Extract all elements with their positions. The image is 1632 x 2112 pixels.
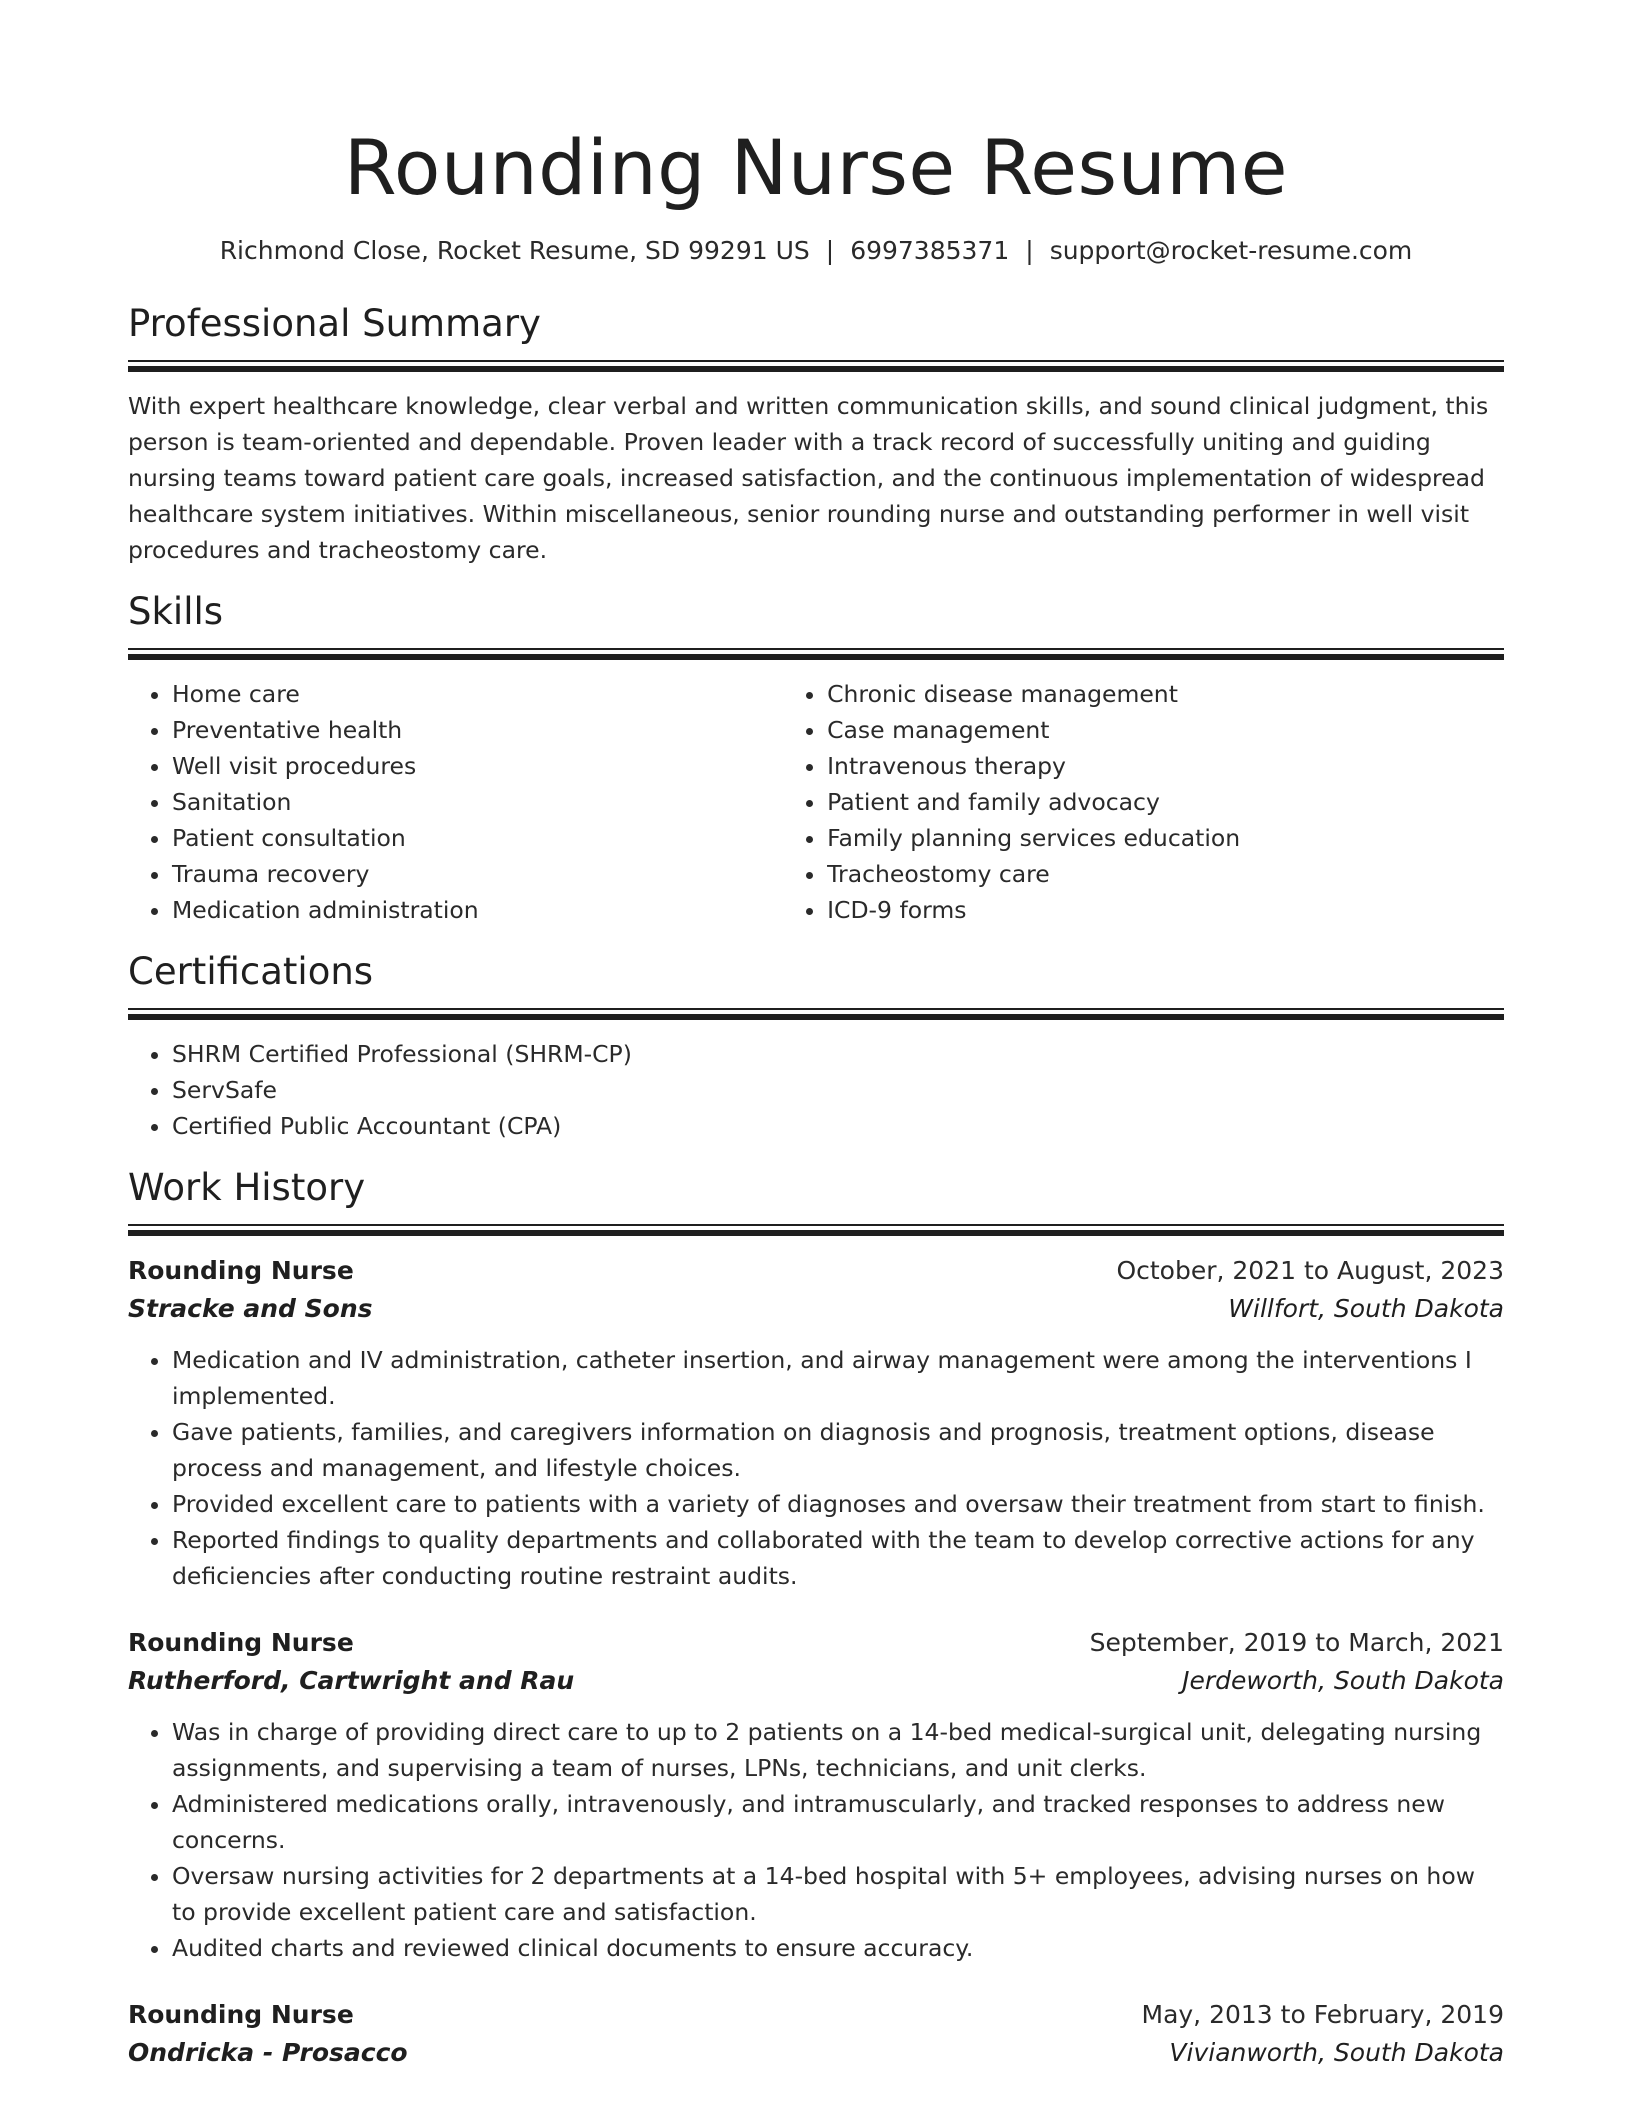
job-location: Jerdeworth, South Dakota [1182, 1666, 1504, 1695]
job-bullet: • Administered medications orally, intravenously, and intramuscularly, and tracked responses to address new concerns. [172, 1786, 1504, 1858]
job-title: Rounding Nurse [128, 2000, 354, 2029]
job-title: Rounding Nurse [128, 1628, 354, 1657]
job-bullet: • Was in charge of providing direct care to up to 2 patients on a 14-bed medical-surgical unit, delegating nursing assignments, and supervising a team of nurses, LPNs, technicians, and unit clerks. [172, 1714, 1504, 1786]
contact-separator: | [825, 236, 835, 265]
job-company: Rutherford, Cartwright and Rau [128, 1666, 575, 1695]
work-history-section [128, 1164, 1504, 2072]
contact-separator: | [1025, 236, 1034, 265]
contact-line [128, 234, 1504, 268]
contact-email: support@rocket-resume.com [1049, 236, 1413, 265]
job-header [128, 1252, 1504, 1290]
skill-item: • Case management [827, 712, 1504, 748]
skill-item: • Medication administration [172, 892, 783, 928]
job-subheader [128, 2034, 1504, 2072]
skill-item: • Patient consultation [172, 820, 783, 856]
certification-item: • SHRM Certified Professional (SHRM-CP) [172, 1036, 1504, 1072]
skill-item: • Intravenous therapy [827, 748, 1504, 784]
job-header [128, 1624, 1504, 1662]
job-bullet: • Medication and IV administration, catheter insertion, and airway management were among the interventions I implemented. [172, 1342, 1504, 1414]
job-bullets [128, 1342, 1504, 1594]
skill-item: • Trauma recovery [172, 856, 783, 892]
job-header [128, 1996, 1504, 2034]
skill-item: • Patient and family advocacy [827, 784, 1504, 820]
skill-item: • ICD-9 forms [827, 892, 1504, 928]
contact-phone: 6997385371 [850, 236, 1010, 265]
job-location: Willfort, South Dakota [1228, 1294, 1504, 1323]
skill-item: • Chronic disease management [827, 676, 1504, 712]
section-title-work-history: Work History [128, 1166, 366, 1209]
section-title-summary: Professional Summary [128, 302, 541, 345]
contact-address: Richmond Close, Rocket Resume, SD 99291 US [219, 236, 810, 265]
job-title: Rounding Nurse [128, 1256, 354, 1285]
job-subheader [128, 1290, 1504, 1328]
job-bullets [128, 1714, 1504, 1966]
certification-item: • Certified Public Accountant (CPA) [172, 1108, 1504, 1144]
job-dates: October, 2021 to August, 2023 [1116, 1256, 1504, 1285]
resume-page [128, 0, 1504, 2072]
certifications-list [128, 1036, 1504, 1144]
section-title-certifications: Certifications [128, 950, 374, 993]
skills-list-left [128, 676, 783, 928]
job-location: Vivianworth, South Dakota [1169, 2038, 1504, 2067]
section-divider [128, 1008, 1504, 1020]
job-entry [128, 1996, 1504, 2072]
section-divider [128, 1224, 1504, 1236]
job-subheader [128, 1662, 1504, 1700]
certification-item: • ServSafe [172, 1072, 1504, 1108]
summary-text: With expert healthcare knowledge, clear verbal and written communication skills, and sound clinical judgment, this person is team-oriented and dependable. Proven leader with a track record of successfully uniting and guiding nursing teams toward patient care goals, increased satisfaction, and the continuous implementation of widespread healthcare system initiatives. Within miscellaneous, senior rounding nurse and outstanding performer in well visit procedures and tracheostomy care. [128, 392, 1489, 564]
skills-columns [128, 676, 1504, 928]
job-bullet: • Provided excellent care to patients with a variety of diagnoses and oversaw their treatment from start to finish. [172, 1486, 1504, 1522]
skill-item: • Sanitation [172, 784, 783, 820]
job-bullet: • Reported findings to quality departments and collaborated with the team to develop corrective actions for any deficiencies after conducting routine restraint audits. [172, 1522, 1504, 1594]
job-bullet: • Oversaw nursing activities for 2 departments at a 14-bed hospital with 5+ employees, advising nurses on how to provide excellent patient care and satisfaction. [172, 1858, 1504, 1930]
section-divider [128, 648, 1504, 660]
skills-list-right [783, 676, 1504, 928]
skill-item: • Tracheostomy care [827, 856, 1504, 892]
skills-section [128, 588, 1504, 928]
job-dates: May, 2013 to February, 2019 [1141, 2000, 1504, 2029]
job-company: Ondricka - Prosacco [128, 2038, 408, 2067]
job-dates: September, 2019 to March, 2021 [1089, 1628, 1504, 1657]
job-entry [128, 1252, 1504, 1594]
job-company: Stracke and Sons [128, 1294, 373, 1323]
job-bullet: • Audited charts and reviewed clinical documents to ensure accuracy. [172, 1930, 1504, 1966]
skill-item: • Well visit procedures [172, 748, 783, 784]
job-entry [128, 1624, 1504, 1966]
summary-section [128, 300, 1504, 568]
section-divider [128, 360, 1504, 372]
skill-item: • Preventative health [172, 712, 783, 748]
certifications-section [128, 948, 1504, 1144]
job-bullet: • Gave patients, families, and caregivers information on diagnosis and prognosis, treatment options, disease process and management, and lifestyle choices. [172, 1414, 1504, 1486]
skill-item: • Home care [172, 676, 783, 712]
resume-title: Rounding Nurse Resume [343, 123, 1289, 212]
section-title-skills: Skills [128, 590, 224, 633]
skill-item: • Family planning services education [827, 820, 1504, 856]
